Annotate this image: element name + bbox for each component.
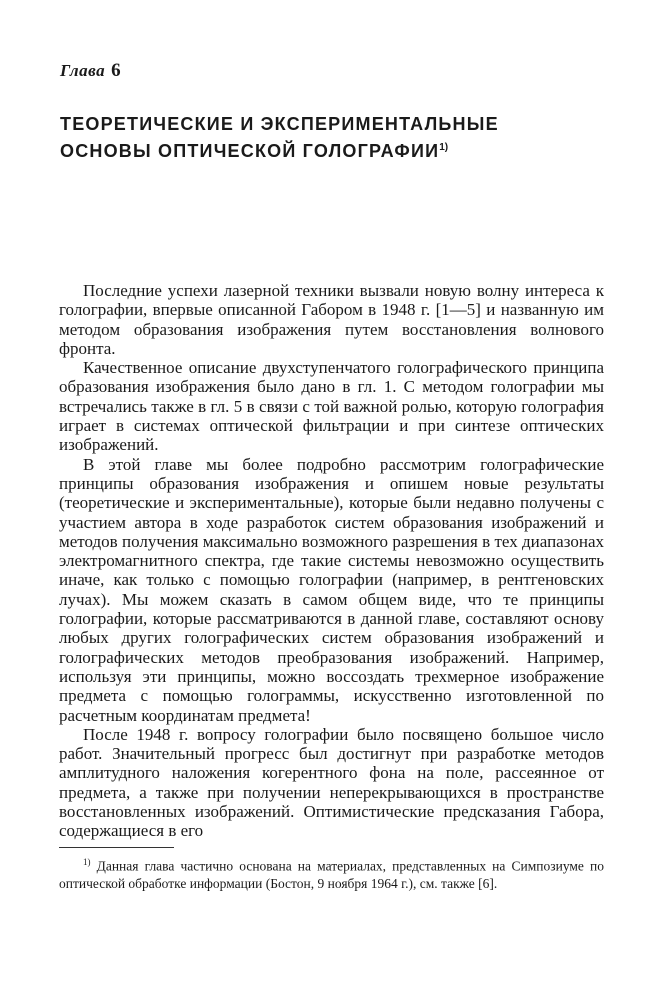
- paragraph-4: После 1948 г. вопросу голографии было посвящено большое число работ. Значительный прогресс был достигнут при разработке методов амплитудного наложения когерентного фона на поле, рассеянное от предмета, а также при получении неперекрывающихся в пространстве восстановленных изображений. Оптимистические предсказания Габора, содержащиеся в его: [59, 724, 604, 841]
- paragraph-3: В этой главе мы более подробно рассмотрим голографические принципы образования изображения и опишем новые результаты (теоретические и экспериментальные), которые были недавно получены с участием автора в ходе разработок систем образования изображений и методов получения максимально возможного разрешения в тех диапазонах электромагнитного спектра, где такие системы невозможно осуществить иначе, как только с помощью голографии (например, в рентгеновских лучах). Мы можем сказать в самом общем виде, что те принципы голографии, которые рассматриваются в данной главе, составляют основу любых других голографических систем образования изображений и голографических методов преобразования изображений. Например, используя эти принципы, можно воссоздать трехмерное изображение предмета с помощью голограммы, искусственно изготовленной по расчетным координатам предмета!: [59, 454, 604, 725]
- title-footnote-mark: 1): [439, 142, 449, 153]
- chapter-word: Глава: [60, 61, 106, 80]
- chapter-title-line-2-text: ОСНОВЫ ОПТИЧЕСКОЙ ГОЛОГРАФИИ: [60, 141, 440, 161]
- footnote-divider: [59, 847, 174, 848]
- chapter-title-line-1: ТЕОРЕТИЧЕСКИЕ И ЭКСПЕРИМЕНТАЛЬНЫЕ: [60, 114, 499, 134]
- paragraph-1: Последние успехи лазерной техники вызвали новую волну интереса к голографии, впервые описанной Габором в 1948 г. [1—5] и названную им методом образования изображения путем восстановления волнового фронта.: [59, 281, 604, 358]
- paragraph-2: Качественное описание двухступенчатого голографического принципа образования изображения было дано в гл. 1. С методом голографии мы встречались также в гл. 5 в связи с той важной ролью, которую голография играет в системах оптической фильтрации и при синтезе оптических изображений.: [59, 358, 604, 455]
- footnote-text: Данная глава частично основана на материалах, представленных на Симпозиуме по оптической обработке информации (Бостон, 9 ноября 1964 г.), см. также [6].: [59, 858, 605, 891]
- footnote: [59, 854, 604, 892]
- chapter-label: [60, 60, 121, 82]
- body-text: [59, 281, 604, 841]
- chapter-number: 6: [111, 60, 122, 81]
- chapter-title-line-2: [60, 136, 620, 163]
- chapter-title: [60, 112, 620, 163]
- footnote-mark: 1): [83, 857, 91, 867]
